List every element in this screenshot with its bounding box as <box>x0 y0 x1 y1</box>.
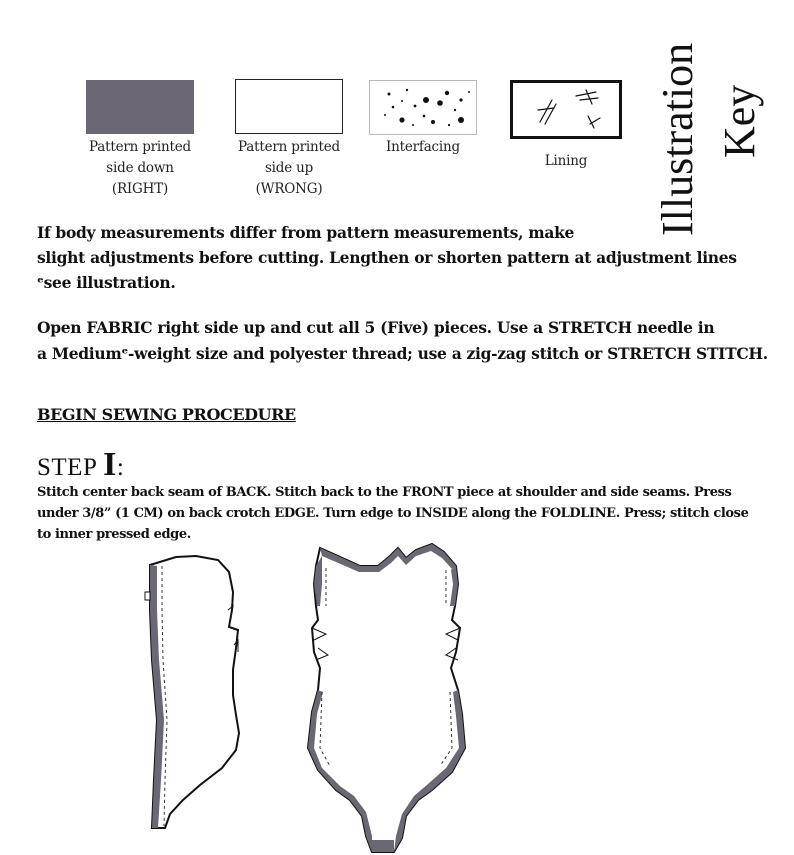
step-word: STEP <box>37 454 97 481</box>
swatch-label-pattern-up: Pattern printed side up (WRONG) <box>238 139 340 197</box>
procedure-heading: BEGIN SEWING PROCEDURE <box>37 405 296 424</box>
intro-paragraph-1: If body measurements differ from pattern measurements, make slight adjustments before cutting. Lengthen or shorten pattern at adjustment lines ᵉsee illustration. <box>37 223 737 292</box>
step-suffix: : <box>116 454 125 481</box>
front-view-bodysuit <box>308 544 465 852</box>
intro-paragraph-2: Open FABRIC right side up and cut all 5 (Five) pieces. Use a STRETCH needle in a Mediumᵉ-weight size and polyester thread; use a zig-zag stitch or STRETCH STITCH. <box>37 318 768 363</box>
swatch-label-pattern-down: Pattern printed side down (RIGHT) <box>89 139 191 197</box>
key-title-line2: Key <box>715 84 764 158</box>
side-view-bodysuit <box>145 556 239 828</box>
key-title-line1: Illustration <box>653 42 702 236</box>
swatch-label-lining: Lining <box>544 153 588 169</box>
step-number: I <box>103 446 117 483</box>
swatch-label-interfacing: Interfacing <box>386 139 460 155</box>
step-instructions: Stitch center back seam of BACK. Stitch back to the FRONT piece at shoulder and side seams. Press under 3/8” (1 CM) on back crotch EDGE. Turn edge to INSIDE along the FOLDLINE. Press; stitch close to inner pressed edge. <box>37 485 749 542</box>
